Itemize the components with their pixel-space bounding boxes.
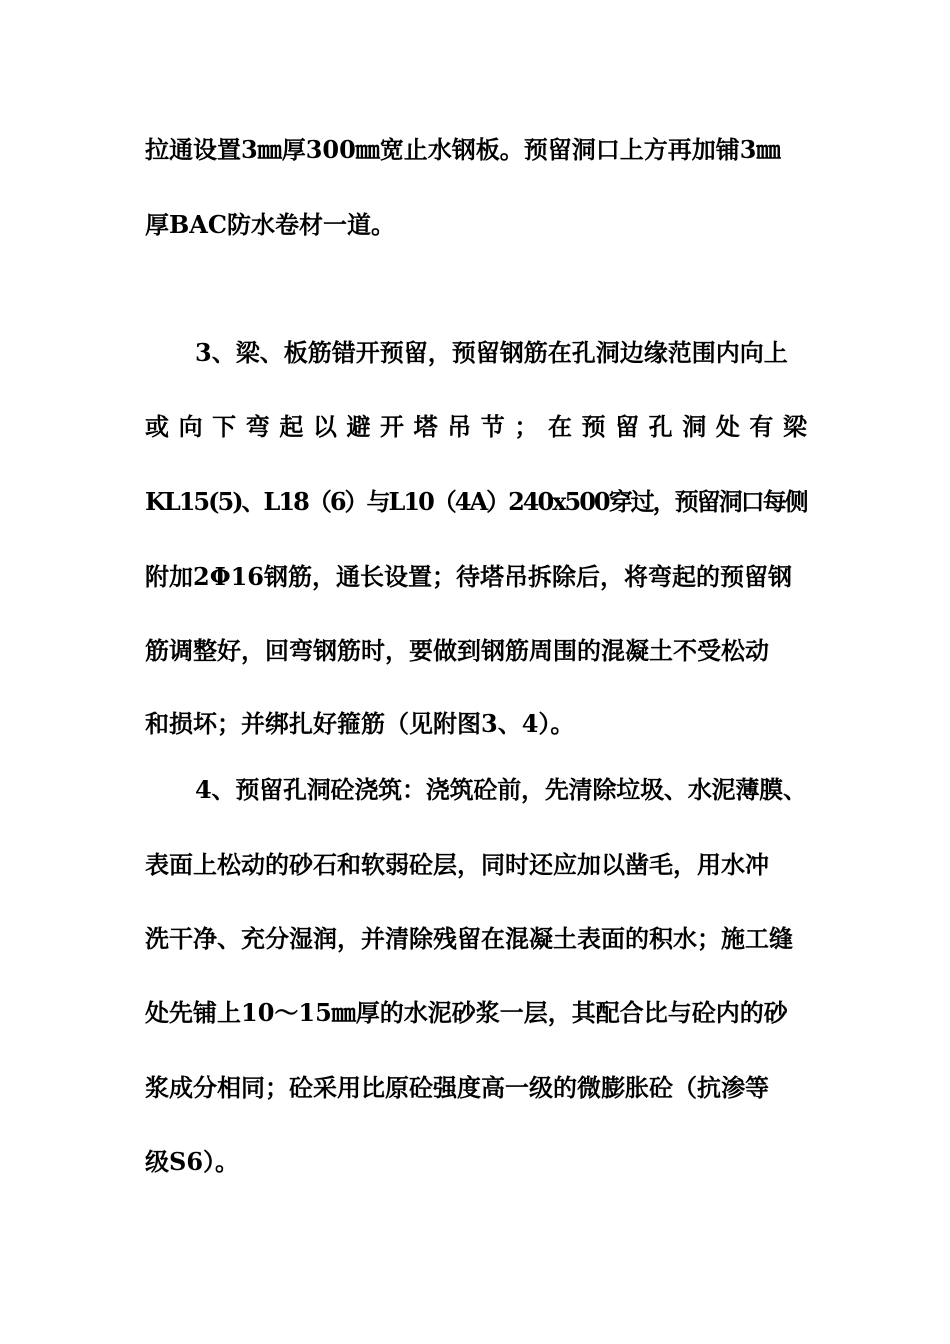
para2-line2-char: 以 (312, 412, 337, 441)
para1-line1: 拉通设置3㎜厚300㎜宽止水钢板。预留洞口上方再加铺3㎜ (145, 135, 781, 164)
para2-line2-char: 或 (145, 412, 169, 441)
para2-line2-char: 节 (480, 412, 505, 441)
para2-line2-char: 预 (581, 412, 606, 441)
para2-line2-char: 开 (380, 412, 405, 441)
para2-line2-char: 留 (615, 412, 640, 441)
para3-line3: 洗干净、充分湿润，并清除残留在混凝土表面的积水；施工缝 (145, 924, 793, 953)
para2-line6: 和损坏；并绑扎好箍筋（见附图3、4）。 (145, 709, 575, 738)
para2-line2-char: 弯 (245, 412, 270, 441)
para2-line2-char: 在 (547, 412, 572, 441)
para2-line2-char: ； (514, 412, 539, 441)
para2-line2-char: 起 (279, 412, 304, 441)
para3-line1: 4、预留孔洞砼浇筑：浇筑砼前，先清除垃圾、水泥薄膜、 (195, 775, 807, 804)
para2-line1: 3、梁、板筋错开预留，预留钢筋在孔洞边缘范围内向上 (195, 338, 788, 367)
para1-line2: 厚BAC防水卷材一道。 (145, 210, 396, 239)
para3-line2: 表面上松动的砂石和软弱砼层，同时还应加以凿毛，用水冲 (145, 850, 769, 879)
para3-line4: 处先铺上10～15㎜厚的水泥砂浆一层，其配合比与砼内的砂 (145, 998, 788, 1027)
para2-line2-char: 有 (749, 412, 774, 441)
para2-line2-char: 塔 (413, 412, 438, 441)
para2-line2-char: 避 (346, 412, 371, 441)
para2-line2-char: 下 (212, 412, 237, 441)
para2-line2-char: 吊 (447, 412, 472, 441)
para2-line2-char: 孔 (648, 412, 673, 441)
para2-line2-char: 处 (715, 412, 740, 441)
para3-line5: 浆成分相同；砼采用比原砼强度高一级的微膨胀砼（抗渗等 (145, 1073, 769, 1102)
para2-line2-char: 梁 (782, 412, 807, 441)
para3-line6: 级S6）。 (145, 1147, 240, 1176)
para2-line2 (145, 410, 807, 444)
para2-line5: 筋调整好，回弯钢筋时，要做到钢筋周围的混凝土不受松动 (145, 636, 769, 665)
para2-line3: KL15(5)、L18（6）与L10（4A）240x500穿过，预留洞口每侧 (145, 487, 807, 516)
para2-line2-char: 洞 (682, 412, 707, 441)
para2-line2-char: 向 (178, 412, 203, 441)
para2-line4: 附加2Φ16钢筋，通长设置；待塔吊拆除后，将弯起的预留钢 (145, 562, 793, 591)
